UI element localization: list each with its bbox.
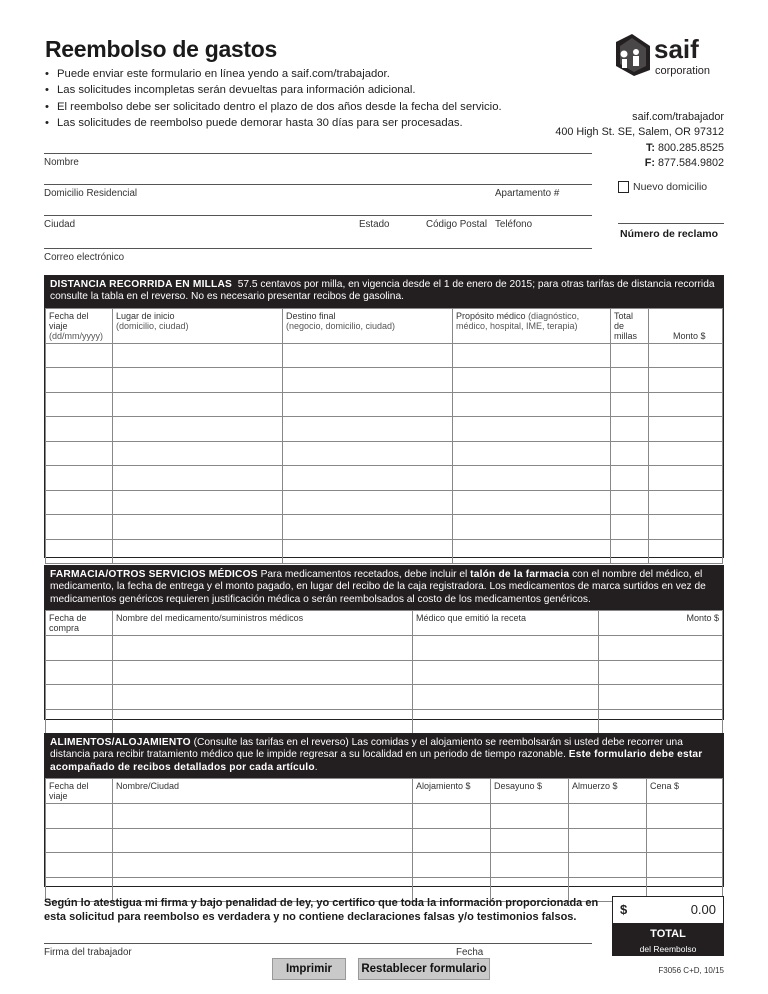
table-cell[interactable] bbox=[113, 539, 283, 564]
table-cell[interactable] bbox=[569, 828, 647, 853]
total-sublabel: del Reembolso bbox=[639, 944, 697, 954]
table-cell[interactable] bbox=[649, 343, 723, 368]
certification-text: Según lo atestigua mi firma y bajo penalidad de ley, yo certifico que toda la información proporcionada en esta solicitud para reembolso es verdadera y no contiene declaraciones falsas y/o testimonios falsos. bbox=[44, 897, 599, 923]
table-cell[interactable] bbox=[611, 417, 649, 442]
mileage-table bbox=[45, 308, 723, 565]
food-rows[interactable] bbox=[46, 804, 723, 902]
contact-address: 400 High St. SE, Salem, OR 97312 bbox=[555, 126, 724, 139]
table-cell[interactable] bbox=[413, 685, 599, 710]
table-cell[interactable] bbox=[491, 853, 569, 878]
form-number: F3056 C+D, 10/15 bbox=[658, 966, 724, 975]
col-medicamento: Nombre del medicamento/suministros médicos bbox=[113, 611, 413, 636]
table-cell[interactable] bbox=[611, 539, 649, 564]
nuevo-domicilio-checkbox[interactable] bbox=[618, 181, 629, 193]
table-cell[interactable] bbox=[113, 660, 413, 685]
table-cell[interactable] bbox=[113, 828, 413, 853]
table-cell[interactable] bbox=[453, 343, 611, 368]
table-cell[interactable] bbox=[453, 515, 611, 540]
table-cell[interactable] bbox=[113, 804, 413, 829]
table-cell[interactable] bbox=[283, 441, 453, 466]
mileage-section bbox=[44, 275, 724, 558]
table-cell[interactable] bbox=[569, 853, 647, 878]
fecha-label: Fecha bbox=[456, 947, 484, 958]
domicilio-field[interactable] bbox=[44, 184, 592, 185]
table-row[interactable] bbox=[46, 343, 723, 368]
table-cell[interactable] bbox=[46, 660, 113, 685]
total-amount: 0.00 bbox=[690, 902, 716, 917]
table-cell[interactable] bbox=[647, 828, 723, 853]
table-cell[interactable] bbox=[491, 804, 569, 829]
pharmacy-rows[interactable] bbox=[46, 636, 723, 734]
mileage-rows[interactable] bbox=[46, 343, 723, 564]
page-title: Reembolso de gastos bbox=[45, 36, 278, 62]
table-cell[interactable] bbox=[46, 441, 113, 466]
mileage-header: DISTANCIA RECORRIDA EN MILLAS 57.5 centavos por milla, en vigencia desde el 1 de enero de 2015; para otras tarifas de distancia recorrida consulte la tabla en el reverso. No es necesario presentar recibos de gasolina. bbox=[45, 276, 723, 308]
table-cell[interactable] bbox=[113, 490, 283, 515]
table-cell[interactable] bbox=[569, 804, 647, 829]
col-medico: Médico que emitió la receta bbox=[413, 611, 599, 636]
table-cell[interactable] bbox=[611, 343, 649, 368]
table-cell[interactable] bbox=[46, 490, 113, 515]
nombre-field[interactable] bbox=[44, 153, 592, 154]
table-cell[interactable] bbox=[649, 539, 723, 564]
col-nombre-ciudad: Nombre/Ciudad bbox=[113, 779, 413, 804]
instruction-item: • El reembolso debe ser solicitado dentro el plazo de dos años desde la fecha del servicio. bbox=[45, 99, 502, 115]
print-button[interactable]: Imprimir bbox=[272, 958, 346, 980]
col-proposito-medico: Propósito médico (diagnóstico, médico, hospital, IME, terapia) bbox=[453, 308, 611, 343]
col-monto: Monto $ bbox=[599, 611, 723, 636]
table-cell[interactable] bbox=[647, 853, 723, 878]
table-row[interactable] bbox=[46, 368, 723, 393]
table-cell[interactable] bbox=[46, 417, 113, 442]
table-cell[interactable] bbox=[283, 490, 453, 515]
table-row[interactable] bbox=[46, 660, 723, 685]
col-alojamiento: Alojamiento $ bbox=[413, 779, 491, 804]
food-section bbox=[44, 733, 724, 887]
col-desayuno: Desayuno $ bbox=[491, 779, 569, 804]
ciudad-field[interactable] bbox=[44, 215, 592, 216]
table-cell[interactable] bbox=[283, 515, 453, 540]
table-cell[interactable] bbox=[113, 685, 413, 710]
table-cell[interactable] bbox=[283, 343, 453, 368]
total-field[interactable] bbox=[612, 896, 724, 924]
table-cell[interactable] bbox=[46, 709, 113, 734]
table-cell[interactable] bbox=[46, 636, 113, 661]
table-cell[interactable] bbox=[113, 368, 283, 393]
table-cell[interactable] bbox=[113, 441, 283, 466]
table-cell[interactable] bbox=[611, 466, 649, 491]
saif-logo bbox=[614, 32, 724, 78]
table-row[interactable] bbox=[46, 417, 723, 442]
instructions-list bbox=[45, 66, 502, 132]
col-cena: Cena $ bbox=[647, 779, 723, 804]
table-cell[interactable] bbox=[413, 660, 599, 685]
contact-phone: T: 800.285.8525 bbox=[645, 141, 724, 154]
table-cell[interactable] bbox=[611, 441, 649, 466]
table-row[interactable] bbox=[46, 466, 723, 491]
total-currency: $ bbox=[620, 902, 628, 917]
pharmacy-header: FARMACIA/OTROS SERVICIOS MÉDICOS Para medicamentos recetados, debe incluir el talón de la farmacia con el nombre del médico, el medicamento, la fecha de entrega y el monto pagado, en lugar del recibo de la caja registradora. Los medicamentos de marca surtidos en vez de medicamentos genéricos requieren justificación médica o serán reembolsados al costo de los medicamentos genéricos. bbox=[45, 566, 723, 610]
table-cell[interactable] bbox=[46, 343, 113, 368]
col-fecha-compra: Fecha de compra bbox=[46, 611, 113, 636]
col-lugar-inicio: Lugar de inicio (domicilio, ciudad) bbox=[113, 308, 283, 343]
col-destino-final: Destino final (negocio, domicilio, ciudad) bbox=[283, 308, 453, 343]
instruction-item: • Puede enviar este formulario en línea yendo a saif.com/trabajador. bbox=[45, 66, 502, 82]
table-cell[interactable] bbox=[46, 392, 113, 417]
table-row[interactable] bbox=[46, 515, 723, 540]
table-cell[interactable] bbox=[453, 539, 611, 564]
table-cell[interactable] bbox=[113, 636, 413, 661]
nuevo-domicilio-label: Nuevo domicilio bbox=[633, 181, 708, 193]
col-fecha-viaje: Fecha del viaje (dd/mm/yyyy) bbox=[46, 308, 113, 343]
reset-button[interactable]: Restablecer formulario bbox=[358, 958, 490, 980]
table-cell[interactable] bbox=[611, 392, 649, 417]
table-row[interactable] bbox=[46, 441, 723, 466]
table-cell[interactable] bbox=[413, 709, 599, 734]
table-cell[interactable] bbox=[649, 417, 723, 442]
table-cell[interactable] bbox=[453, 490, 611, 515]
table-cell[interactable] bbox=[413, 828, 491, 853]
pharmacy-section bbox=[44, 565, 724, 720]
telefono-label: Teléfono bbox=[495, 219, 533, 230]
table-cell[interactable] bbox=[649, 441, 723, 466]
table-cell[interactable] bbox=[113, 853, 413, 878]
table-cell[interactable] bbox=[283, 417, 453, 442]
table-cell[interactable] bbox=[453, 417, 611, 442]
estado-label: Estado bbox=[359, 219, 390, 230]
table-cell[interactable] bbox=[46, 685, 113, 710]
table-cell[interactable] bbox=[283, 539, 453, 564]
table-cell[interactable] bbox=[611, 368, 649, 393]
table-cell[interactable] bbox=[649, 466, 723, 491]
table-cell[interactable] bbox=[453, 441, 611, 466]
food-header: ALIMENTOS/ALOJAMIENTO (Consulte las tarifas en el reverso) Las comidas y el alojamiento se reembolsarán si usted debe recorrer una distancia para recibir tratamiento médico que le impide regresar a su localidad en un periodo de tiempo razonable. Este formulario debe estar acompañado de recibos detallados por cada artículo. bbox=[45, 734, 723, 778]
table-cell[interactable] bbox=[46, 466, 113, 491]
logo-sub: corporation bbox=[655, 65, 711, 77]
col-monto: Monto $ bbox=[649, 308, 723, 343]
table-cell[interactable] bbox=[599, 709, 723, 734]
instruction-item: • Las solicitudes de reembolso puede demorar hasta 30 días para ser procesadas. bbox=[45, 115, 502, 131]
table-cell[interactable] bbox=[113, 515, 283, 540]
table-cell[interactable] bbox=[113, 709, 413, 734]
table-row[interactable] bbox=[46, 539, 723, 564]
table-cell[interactable] bbox=[647, 804, 723, 829]
correo-field[interactable] bbox=[44, 248, 592, 249]
table-cell[interactable] bbox=[649, 515, 723, 540]
correo-label: Correo electrónico bbox=[44, 252, 125, 263]
logo-name: saif bbox=[654, 34, 699, 64]
table-cell[interactable] bbox=[283, 368, 453, 393]
apartamento-label: Apartamento # bbox=[495, 188, 560, 199]
col-fecha-viaje: Fecha del viaje bbox=[46, 779, 113, 804]
col-total-millas: Total de millas bbox=[611, 308, 649, 343]
table-cell[interactable] bbox=[413, 636, 599, 661]
table-cell[interactable] bbox=[453, 368, 611, 393]
table-cell[interactable] bbox=[611, 515, 649, 540]
table-cell[interactable] bbox=[46, 515, 113, 540]
codigo-postal-label: Código Postal bbox=[426, 219, 487, 230]
food-table bbox=[45, 778, 723, 902]
table-cell[interactable] bbox=[649, 392, 723, 417]
table-cell[interactable] bbox=[46, 828, 113, 853]
table-cell[interactable] bbox=[46, 853, 113, 878]
table-cell[interactable] bbox=[113, 466, 283, 491]
table-cell[interactable] bbox=[113, 343, 283, 368]
table-cell[interactable] bbox=[413, 804, 491, 829]
instruction-item: • Las solicitudes incompletas serán devueltas para información adicional. bbox=[45, 82, 502, 98]
nombre-label: Nombre bbox=[44, 157, 79, 168]
table-cell[interactable] bbox=[46, 804, 113, 829]
table-cell[interactable] bbox=[113, 417, 283, 442]
table-cell[interactable] bbox=[649, 490, 723, 515]
firma-label: Firma del trabajador bbox=[44, 947, 132, 958]
table-cell[interactable] bbox=[649, 368, 723, 393]
col-almuerzo: Almuerzo $ bbox=[569, 779, 647, 804]
table-cell[interactable] bbox=[413, 853, 491, 878]
table-cell[interactable] bbox=[453, 392, 611, 417]
table-cell[interactable] bbox=[113, 392, 283, 417]
table-row[interactable] bbox=[46, 709, 723, 734]
table-cell[interactable] bbox=[599, 636, 723, 661]
pharmacy-table bbox=[45, 610, 723, 734]
reclamo-field[interactable] bbox=[618, 223, 724, 224]
table-row[interactable] bbox=[46, 392, 723, 417]
table-cell[interactable] bbox=[611, 490, 649, 515]
domicilio-label: Domicilio Residencial bbox=[44, 188, 138, 199]
table-cell[interactable] bbox=[283, 392, 453, 417]
table-row[interactable] bbox=[46, 636, 723, 661]
firma-field[interactable] bbox=[44, 943, 592, 944]
contact-fax: F: 877.584.9802 bbox=[644, 157, 724, 170]
table-cell[interactable] bbox=[46, 368, 113, 393]
table-cell[interactable] bbox=[599, 685, 723, 710]
table-row[interactable] bbox=[46, 828, 723, 853]
ciudad-label: Ciudad bbox=[44, 219, 76, 230]
table-cell[interactable] bbox=[599, 660, 723, 685]
contact-web: saif.com/trabajador bbox=[632, 111, 724, 123]
table-row[interactable] bbox=[46, 490, 723, 515]
reclamo-label: Número de reclamo bbox=[620, 228, 719, 240]
table-row[interactable] bbox=[46, 804, 723, 829]
table-row[interactable] bbox=[46, 853, 723, 878]
total-label: TOTAL bbox=[650, 928, 686, 940]
table-cell[interactable] bbox=[283, 466, 453, 491]
table-row[interactable] bbox=[46, 685, 723, 710]
contact-block bbox=[555, 110, 724, 172]
table-cell[interactable] bbox=[491, 828, 569, 853]
table-cell[interactable] bbox=[46, 539, 113, 564]
total-label-box bbox=[612, 924, 724, 956]
table-cell[interactable] bbox=[453, 466, 611, 491]
